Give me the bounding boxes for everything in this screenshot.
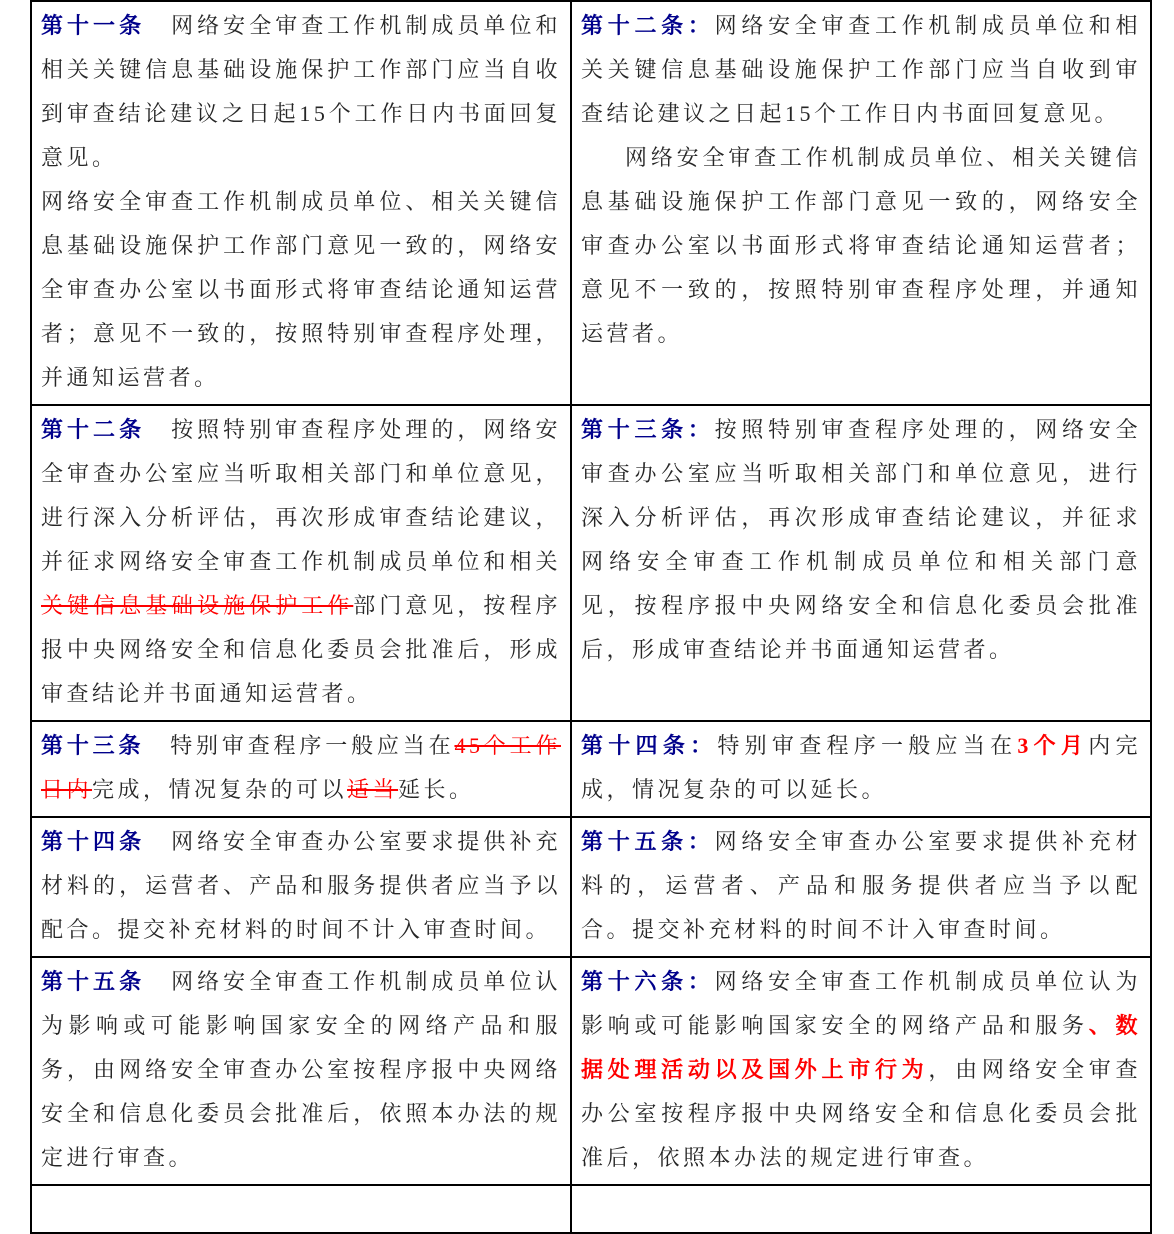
article-number: 第十五条 <box>41 969 172 994</box>
article-number: 第十四条 <box>41 829 172 854</box>
paragraph <box>41 408 561 716</box>
added-text: 、数据处理活动以及国外上市行为 <box>581 1013 1141 1082</box>
paragraph <box>581 408 1141 672</box>
table-row <box>31 817 1151 957</box>
paragraph <box>41 820 561 952</box>
text-run: 特别审查程序一般应当在 <box>170 733 455 758</box>
paragraph <box>581 4 1141 136</box>
paragraph <box>581 724 1141 812</box>
text-run: 网络安全审查工作机制成员单位、相关关键信息基础设施保护工作部门意见一致的，网络安全审查办公室以书面形式将审查结论通知运营者；意见不一致的，按照特别审查程序处理，并通知运营者。 <box>41 189 561 390</box>
paragraph <box>581 960 1141 1180</box>
text-run: 特别审查程序一般应当在 <box>717 733 1018 758</box>
text-run: 网络安全审查工作机制成员单位认为影响或可能影响国家安全的网络产品和服务，由网络安全审查办公室按程序报中央网络安全和信息化委员会批准后，依照本办法的规定进行审查。 <box>41 969 561 1170</box>
text-run: 按照特别审查程序处理的，网络安全审查办公室应当听取相关部门和单位意见，进行深入分析评估，再次形成审查结论建议，并征求网络安全审查工作机制成员单位和相关部门意见，按程序报中央网络安全和信息化委员会批准后，形成审查结论并书面通知运营者。 <box>581 417 1141 662</box>
article-number: 第十五条： <box>581 829 715 854</box>
new-version-cell <box>571 1 1151 405</box>
text-run: 延长。 <box>398 777 475 802</box>
table-row <box>31 957 1151 1185</box>
text-run: 内完成，情况复杂的可以延长。 <box>581 733 1141 802</box>
paragraph <box>41 724 561 812</box>
old-version-cell <box>31 1185 571 1233</box>
text-run: 网络安全审查工作机制成员单位、相关关键信息基础设施保护工作部门意见一致的，网络安全审查办公室以书面形式将审查结论通知运营者；意见不一致的，按照特别审查程序处理，并通知运营者。 <box>581 145 1141 346</box>
article-number: 第十二条： <box>581 13 715 38</box>
paragraph <box>41 4 561 180</box>
paragraph <box>41 180 561 400</box>
table-row <box>31 1185 1151 1233</box>
article-number: 第十四条： <box>581 733 718 758</box>
comparison-table <box>30 0 1152 1234</box>
new-version-cell <box>571 721 1151 817</box>
article-number: 第十六条： <box>581 969 715 994</box>
text-run: 网络安全审查工作机制成员单位和相关关键信息基础设施保护工作部门应当自收到审查结论建议之日起15个工作日内书面回复意见。 <box>41 13 561 170</box>
deleted-text: 关键信息基础设施保护工作 <box>41 593 354 618</box>
old-version-cell <box>31 405 571 721</box>
article-number: 第十二条 <box>41 417 172 442</box>
text-run: 网络安全审查办公室要求提供补充材料的，运营者、产品和服务提供者应当予以配合。提交补充材料的时间不计入审查时间。 <box>581 829 1141 942</box>
paragraph <box>41 960 561 1180</box>
old-version-cell <box>31 1 571 405</box>
table-row <box>31 721 1151 817</box>
comparison-table-body <box>31 1 1151 1233</box>
deleted-text: 适当 <box>347 777 399 802</box>
old-version-cell <box>31 721 571 817</box>
new-version-cell <box>571 1185 1151 1233</box>
paragraph <box>581 136 1141 356</box>
deleted-text: 45个工作日内 <box>41 733 561 802</box>
new-version-cell <box>571 405 1151 721</box>
table-row <box>31 405 1151 721</box>
text-run: 完成，情况复杂的可以 <box>92 777 348 802</box>
text-run: 网络安全审查办公室要求提供补充材料的，运营者、产品和服务提供者应当予以配合。提交补充材料的时间不计入审查时间。 <box>41 829 561 942</box>
text-run: 按照特别审查程序处理的，网络安全审查办公室应当听取相关部门和单位意见，进行深入分析评估，再次形成审查结论建议，并征求网络安全审查工作机制成员单位和相关 <box>41 417 561 574</box>
old-version-cell <box>31 817 571 957</box>
text-run: 部门意见，按程序报中央网络安全和信息化委员会批准后，形成审查结论并书面通知运营者。 <box>41 593 561 706</box>
text-run: ，由网络安全审查办公室按程序报中央网络安全和信息化委员会批准后，依照本办法的规定进行审查。 <box>581 1057 1141 1170</box>
table-row <box>31 1 1151 405</box>
old-version-cell <box>31 957 571 1185</box>
new-version-cell <box>571 957 1151 1185</box>
paragraph <box>581 820 1141 952</box>
article-number: 第十一条 <box>41 13 172 38</box>
article-number: 第十三条 <box>41 733 171 758</box>
new-version-cell <box>571 817 1151 957</box>
text-run: 网络安全审查工作机制成员单位和相关关键信息基础设施保护工作部门应当自收到审查结论建议之日起15个工作日内书面回复意见。 <box>581 13 1141 126</box>
added-text: 3个月 <box>1017 733 1089 758</box>
text-run: 网络安全审查工作机制成员单位认为影响或可能影响国家安全的网络产品和服务 <box>581 969 1141 1038</box>
article-number: 第十三条： <box>581 417 715 442</box>
